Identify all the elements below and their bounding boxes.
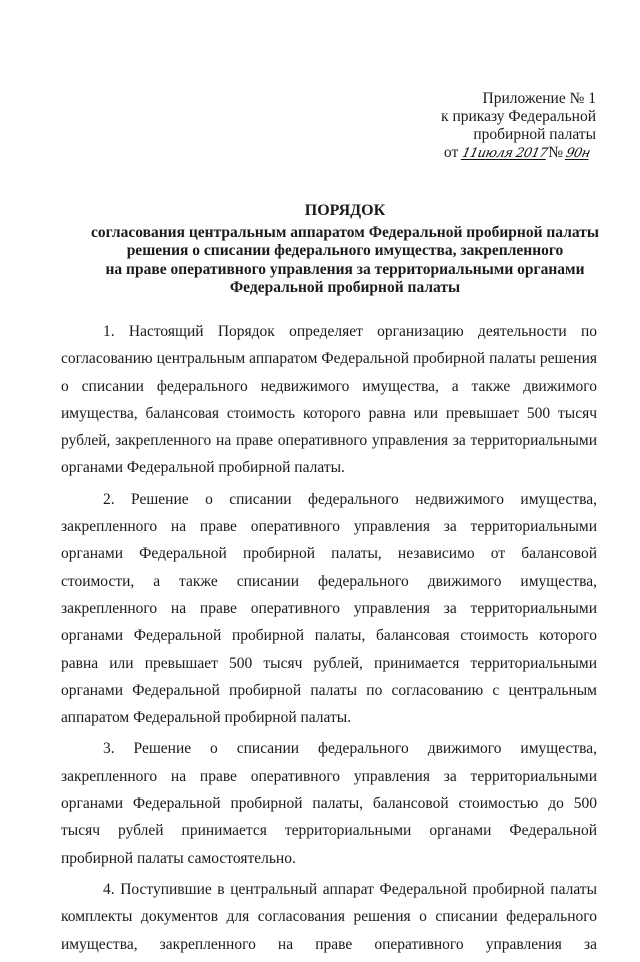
paragraph-2: 2. Решение о списании федерального недвижимого имущества, закрепленного на праве оперативного управления за территориальными органами Федеральной пробирной палаты, независимо от балансовой стоимости, а также списании федерального движимого имущества, закрепленного на праве оперативного управления за территориальными органами Федеральной пробирной палаты, балансовая стоимость которого равна или превышает 500 тысяч рублей, принимается территориальными органами Федеральной пробирной палаты по согласованию с центральным аппаратом Федеральной пробирной палаты. [61, 490, 597, 727]
annex-line-3: пробирной палаты [473, 126, 596, 143]
document-heading [40, 202, 640, 298]
handwritten-date: 11июля 2017 [460, 146, 549, 161]
document-subtitle-line-1: согласования центральным аппаратом Федеральной пробирной палаты [91, 223, 599, 241]
document-subtitle-line-4: Федеральной пробирной палаты [229, 279, 461, 296]
annex-line-1: Приложение № 1 [482, 90, 596, 107]
document-title: ПОРЯДОК [304, 202, 386, 219]
annex-number-sign: № [548, 144, 563, 161]
paragraph-4: 4. Поступившие в центральный аппарат Федеральной пробирной палаты комплекты документов для согласования решения о списании федерального имущества, закрепленного на праве оперативного управления за [61, 880, 597, 953]
document-subtitle-line-2: решения о списании федерального имущества, закрепленного [126, 242, 564, 259]
document-subtitle-line-3: на праве оперативного управления за территориальными органами [105, 260, 585, 278]
paragraph-1: 1. Настоящий Порядок определяет организацию деятельности по согласованию центральным аппаратом Федеральной пробирной палаты решения о списании федерального недвижимого имущества, а также движимого имущества, балансовая стоимость которого равна или превышает 500 тысяч рублей, закрепленного на праве оперативного управления за территориальными органами Федеральной пробирной палаты. [61, 323, 597, 477]
handwritten-number: 90н [564, 146, 592, 161]
paragraph-3: 3. Решение о списании федерального движимого имущества, закрепленного на праве оперативного управления за территориальными органами Федеральной пробирной палаты, балансовой стоимостью до 500 тысяч рублей принимается территориальными органами Федеральной пробирной палаты самостоятельно. [61, 740, 597, 867]
document-body [61, 318, 597, 962]
annex-line-2: к приказу Федеральной [441, 108, 596, 125]
annex-date-prefix: от [443, 144, 459, 161]
annex-block [396, 90, 596, 163]
annex-date-row [396, 144, 596, 163]
